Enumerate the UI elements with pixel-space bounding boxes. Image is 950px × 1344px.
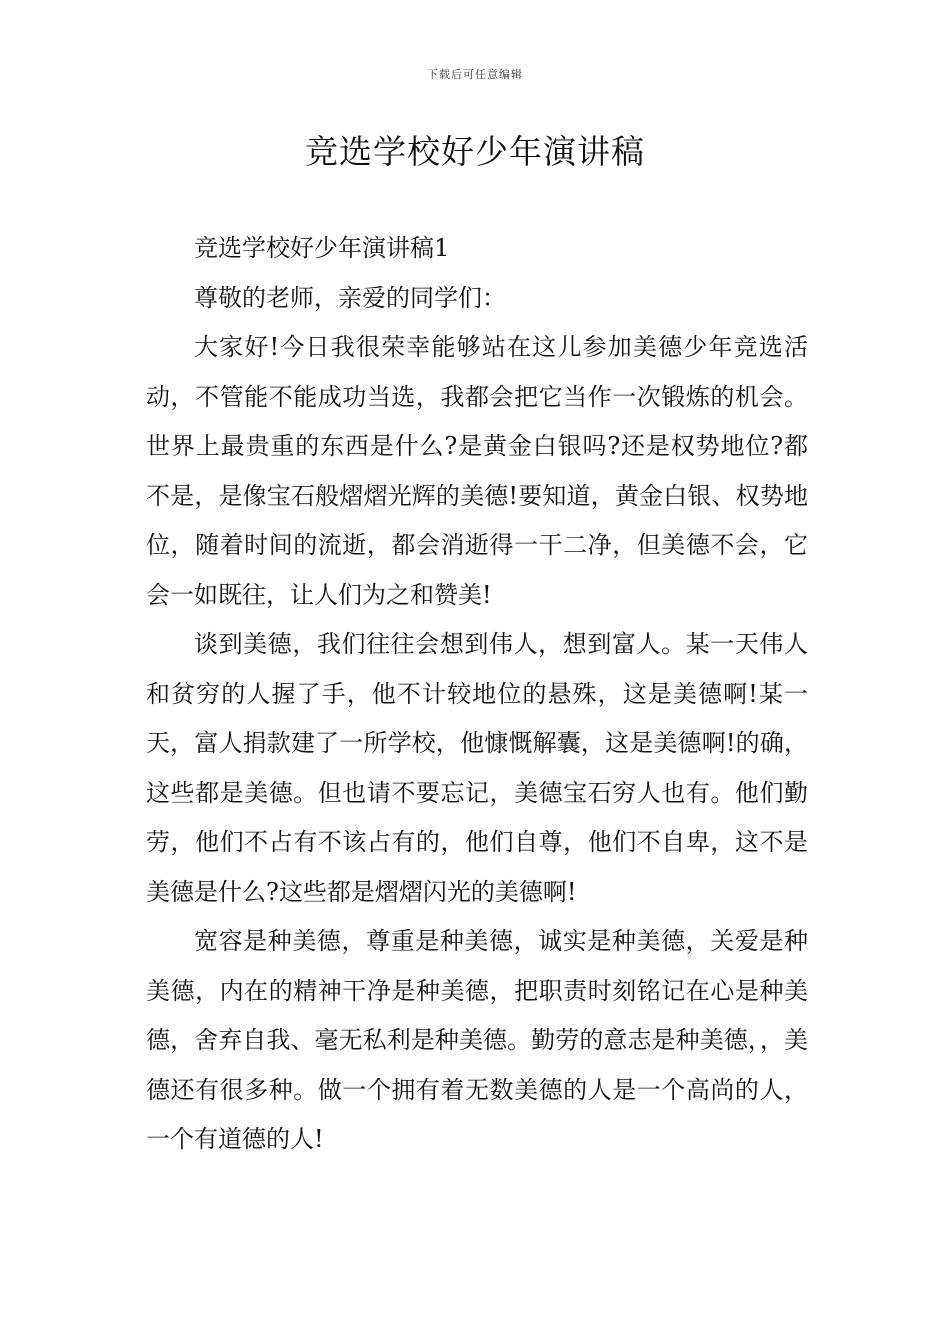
document-body: [146, 224, 808, 1165]
paragraph-subtitle: 竞选学校好少年演讲稿1: [194, 234, 450, 262]
header-note: 下载后可任意编辑: [427, 68, 523, 81]
paragraph-1: 大家好!今日我很荣幸能够站在这儿参加美德少年竞选活动，不管能不能成功当选，我都会把它当作一次锻炼的机会。世界上最贵重的东西是什么?是黄金白银吗?还是权势地位?都不是，是像宝石般熠熠光辉的美德!要知道，黄金白银、权势地位，随着时间的流逝，都会消逝得一干二净，但美德不会，它会一如既往，让人们为之和赞美!: [146, 333, 808, 609]
paragraph-salutation: 尊敬的老师，亲爱的同学们：: [194, 283, 506, 312]
paragraph-2: 谈到美德，我们往往会想到伟人，想到富人。某一天伟人和贫穷的人握了手，他不计较地位的悬殊，这是美德啊!某一天，富人捐款建了一所学校，他慷慨解囊，这是美德啊!的确，这些都是美德。但也请不要忘记，美德宝石穷人也有。他们勤劳，他们不占有不该占有的，他们自尊，他们不自卑，这不是美德是什么?这些都是熠熠闪光的美德啊!: [146, 630, 808, 906]
paragraph-3: 宽容是种美德，尊重是种美德，诚实是种美德，关爱是种美德，内在的精神干净是种美德，把职责时刻铭记在心是种美德，舍弃自我、毫无私利是种美德。勤劳的意志是种美德，，美德还有很多种。做一个拥有着无数美德的人是一个高尚的人，一个有道德的人!: [146, 927, 808, 1153]
document-title: 竞选学校好少年演讲稿: [305, 132, 645, 171]
